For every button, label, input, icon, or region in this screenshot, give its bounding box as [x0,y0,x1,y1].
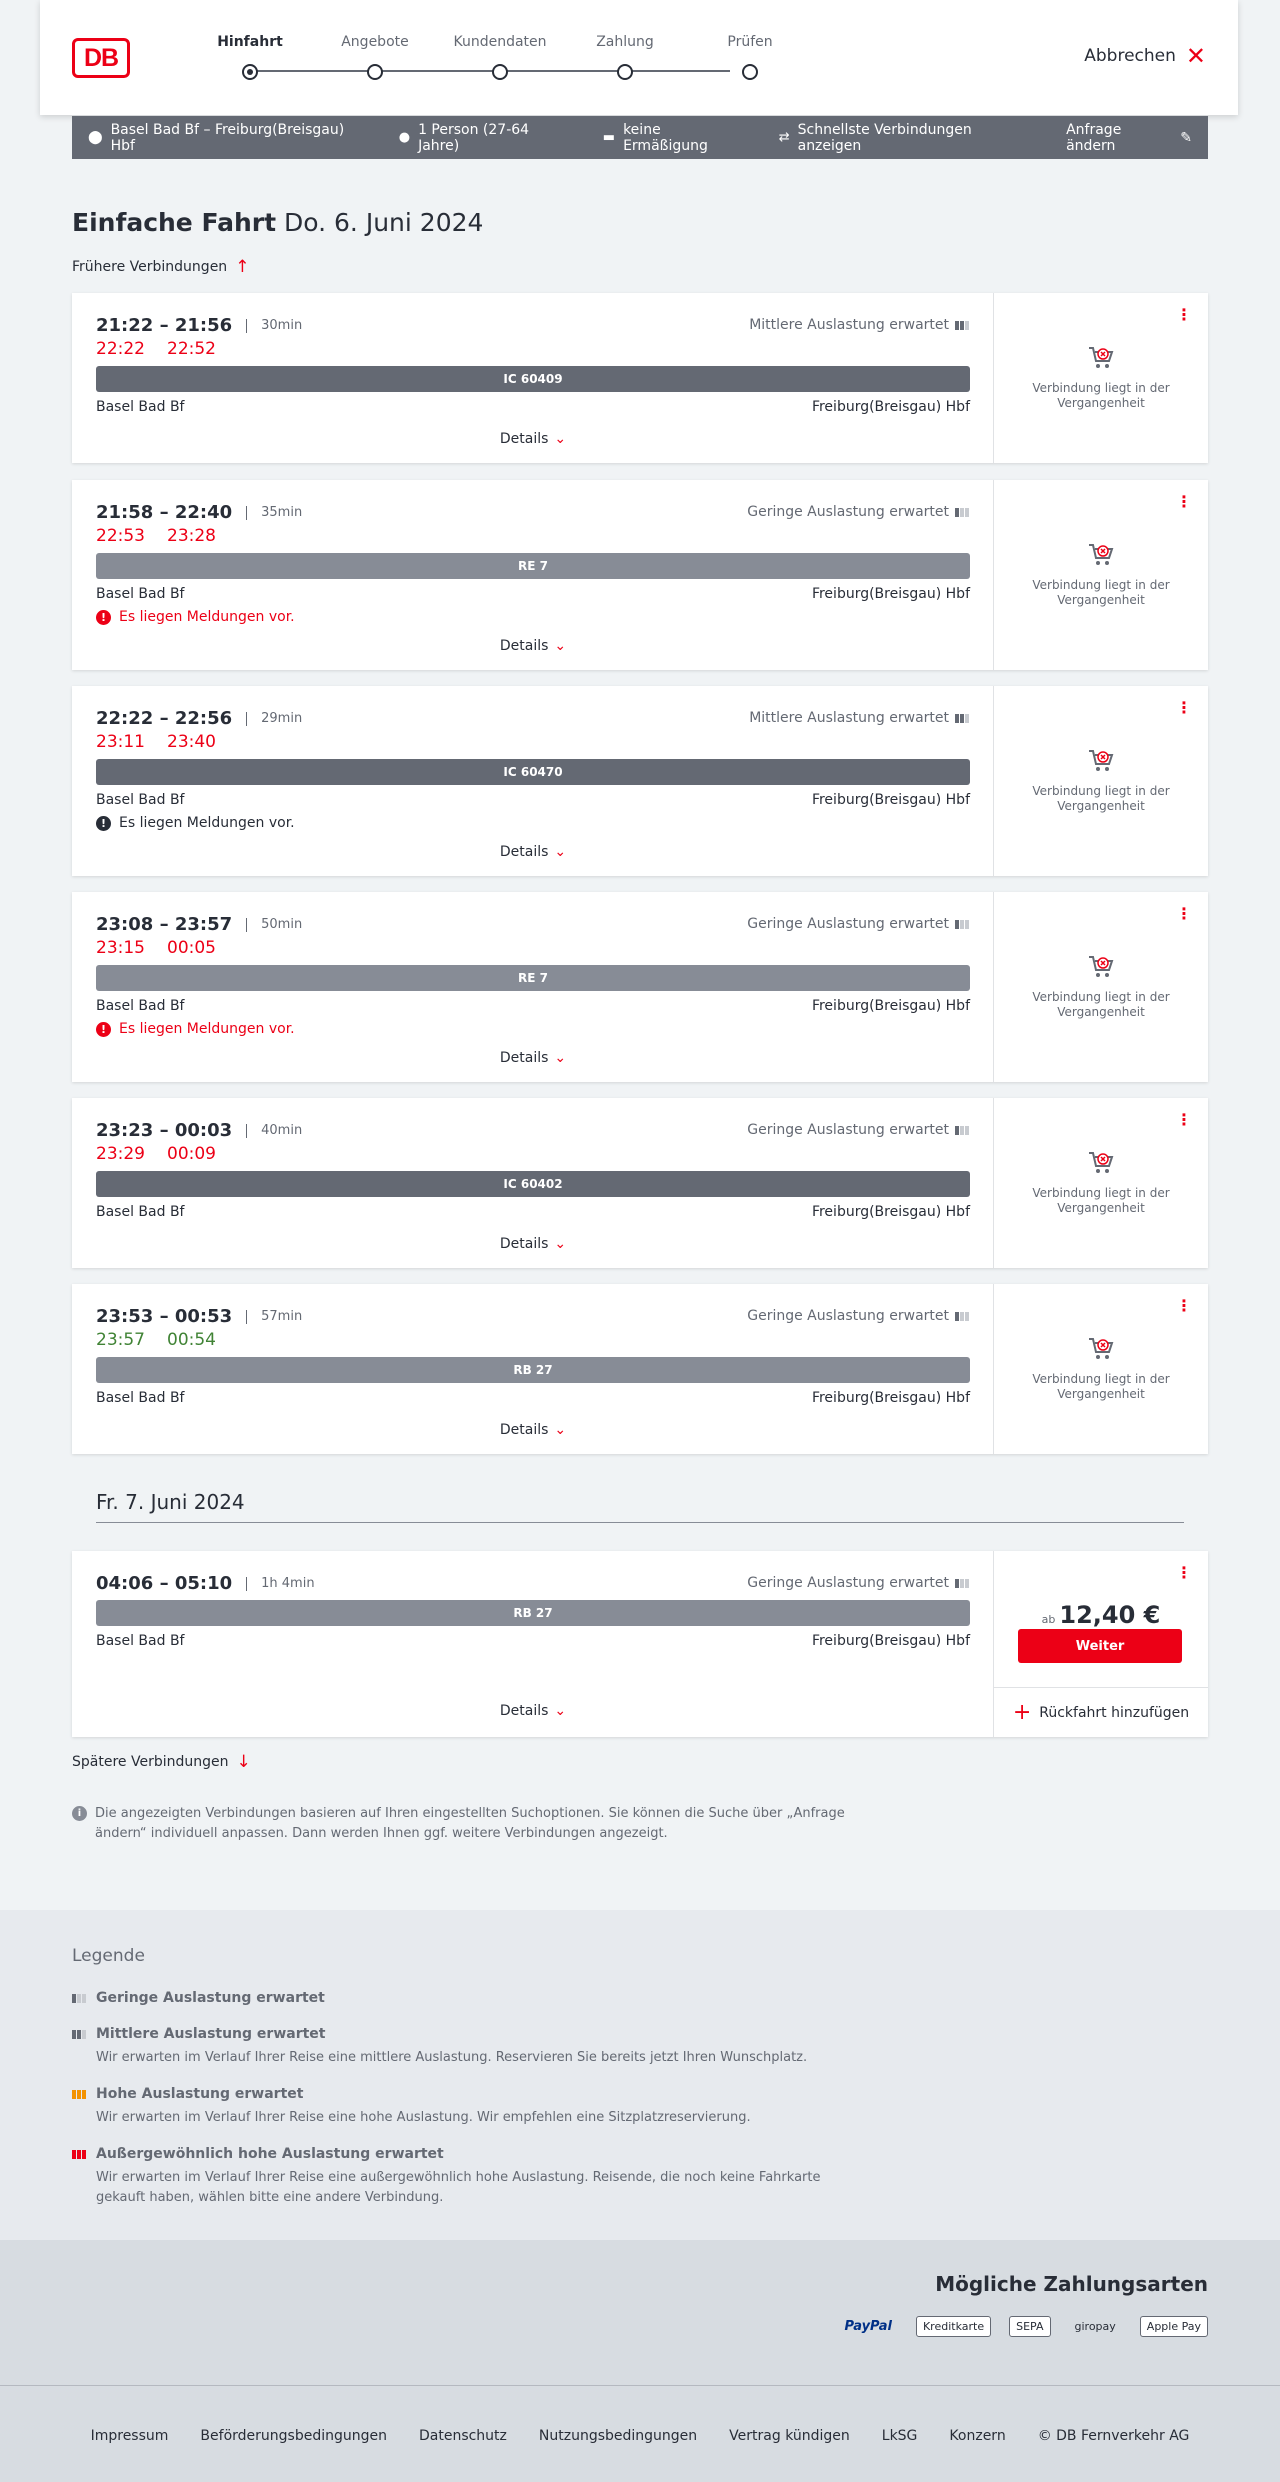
past-text: Verbindung liegt in der Vergangenheit [1032,784,1170,813]
cart-unavailable-icon [1087,542,1115,568]
schedule-times: 23:23 – 00:03 [96,1120,233,1141]
schedule-times: 21:58 – 22:40 [96,502,233,523]
occupancy-info [749,710,969,726]
step-label: Zahlung [596,34,654,50]
applepay-icon: Apple Pay [1140,2316,1208,2337]
occupancy-low-icon [955,1312,969,1321]
person-icon: ● [398,130,411,145]
connection-times [96,1573,315,1594]
details-toggle[interactable] [72,1422,994,1438]
connection-main [72,686,994,876]
connection-main [72,892,994,1082]
step-dot [242,64,258,80]
price-amount: 12,40 € [1059,1601,1161,1629]
step-hinfahrt [195,34,305,80]
message-text: Es liegen Meldungen vor. [119,609,295,625]
continue-button[interactable]: Weiter [1018,1629,1182,1663]
paypal-icon: PayPal [844,2319,892,2334]
details-label: Details [499,844,549,860]
realtime-departure: 22:53 [96,526,145,546]
to-station: Freiburg(Breisgau) Hbf [811,586,970,602]
swap-arrows-icon: ⇄ [778,130,790,145]
add-return-label: Rückfahrt hinzufügen [1039,1704,1190,1721]
from-station: Basel Bad Bf [96,1390,185,1406]
step-dot [617,64,633,80]
search-summary-bar [72,116,1208,159]
footer-link-datenschutz[interactable]: Datenschutz [418,2428,507,2444]
details-label: Details [499,431,549,447]
trip-date: Do. 6. Juni 2024 [284,208,484,237]
details-label: Details [499,1236,549,1252]
connection-times [96,708,302,729]
past-text: Verbindung liegt in der Vergangenheit [1032,578,1170,607]
to-station: Freiburg(Breisgau) Hbf [811,1633,970,1649]
realtime-times [96,339,216,359]
realtime-arrival: 00:54 [167,1330,216,1350]
legend-item [72,1990,852,2006]
legend-title-text: Hohe Auslastung erwartet [96,2086,304,2102]
connection-times [96,1306,302,1327]
sepa-icon: SEPA [1009,2316,1050,2337]
occupancy-text: Geringe Auslastung erwartet [747,1122,949,1138]
cart-unavailable-icon [1087,748,1115,774]
realtime-departure: 22:22 [96,339,145,359]
more-options-icon[interactable]: ⋮ [1176,1110,1192,1129]
occupancy-text: Mittlere Auslastung erwartet [749,710,949,726]
step-dot [367,64,383,80]
legend-item [72,2146,852,2208]
occupancy-low-icon [72,1994,88,2003]
schedule-times: 23:08 – 23:57 [96,914,233,935]
from-station: Basel Bad Bf [96,399,185,415]
connection-main [72,293,994,463]
connection-times [96,914,302,935]
arrow-down-icon: ↓ [236,1752,251,1772]
footer-link-lksg[interactable]: LkSG [881,2428,918,2444]
more-options-icon[interactable]: ⋮ [1176,1563,1192,1582]
train-bar[interactable]: IC 60409 [96,366,970,392]
connection-card[interactable] [72,1284,1208,1454]
plus-icon: + [1012,1699,1032,1725]
to-station: Freiburg(Breisgau) Hbf [811,1204,970,1220]
info-message[interactable] [96,815,295,831]
realtime-times [96,732,216,752]
from-station: Basel Bad Bf [96,1204,185,1220]
past-connection-info [994,1336,1208,1402]
step-pruefen[interactable] [695,34,805,80]
occupancy-info [749,317,969,333]
occupancy-exceptional-icon [72,2150,88,2159]
occupancy-info [747,1308,969,1324]
connection-side [994,293,1208,463]
legend-item-title [72,1990,852,2006]
chevron-down-icon: ⌄ [554,1236,567,1252]
persons-text: 1 Person (27-64 Jahre) [418,121,530,154]
connection-times [96,502,302,523]
occupancy-info [747,1575,969,1591]
past-connection-info [994,1150,1208,1216]
connection-main [72,1551,994,1737]
details-toggle[interactable] [72,1703,994,1719]
payment-icons [839,2316,1209,2337]
connection-card[interactable] [72,1098,1208,1268]
occupancy-text: Geringe Auslastung erwartet [747,1575,949,1591]
cart-unavailable-icon [1087,345,1115,371]
connection-main [72,1098,994,1268]
occupancy-info [747,1122,969,1138]
more-options-icon[interactable]: ⋮ [1176,1296,1192,1315]
fastest-text: Schnellste Verbindungen anzeigen [797,121,972,154]
stations [96,792,970,808]
past-connection-info [994,542,1208,608]
occupancy-high-icon [72,2090,88,2099]
connection-side [994,1098,1208,1268]
duration: 40min [246,1124,302,1138]
progress-stepper [210,34,773,84]
stations [96,1633,970,1649]
stations [96,1390,970,1406]
from-station: Basel Bad Bf [96,998,185,1014]
legend-item-desc: Wir erwarten im Verlauf Ihrer Reise eine hohe Auslastung. Wir empfehlen eine Sitzplatzreservierung. [96,2110,751,2125]
schedule-times: 21:22 – 21:56 [96,315,233,336]
footer-links [0,2428,1280,2444]
step-dot [742,64,758,80]
occupancy-medium-icon [955,714,969,723]
alert-icon: ! [96,1022,111,1037]
realtime-arrival: 23:28 [167,526,216,546]
details-toggle[interactable] [72,638,994,654]
legend-item-title [72,2026,852,2042]
footer-link-befoerderungsbedingungen[interactable]: Beförderungsbedingungen [200,2428,387,2444]
discount-summary [603,122,747,154]
fastest-summary [779,122,1034,154]
more-options-icon[interactable]: ⋮ [1176,492,1192,511]
chevron-down-icon: ⌄ [554,431,567,447]
step-label: Hinfahrt [217,34,283,50]
connection-side [994,686,1208,876]
chevron-down-icon: ⌄ [554,638,567,654]
to-station: Freiburg(Breisgau) Hbf [811,399,970,415]
realtime-arrival: 22:52 [167,339,216,359]
message-text: Es liegen Meldungen vor. [119,1021,295,1037]
connection-side [994,1551,1208,1737]
more-options-icon[interactable]: ⋮ [1176,305,1192,324]
train-bar[interactable]: IC 60470 [96,759,970,785]
realtime-arrival: 00:05 [167,938,216,958]
step-dot [492,64,508,80]
footer-link-impressum[interactable]: Impressum [90,2428,169,2444]
stations [96,586,970,602]
realtime-departure: 23:11 [96,732,145,752]
past-text: Verbindung liegt in der Vergangenheit [1032,1372,1170,1401]
realtime-departure: 23:29 [96,1144,145,1164]
arrow-up-icon: ↑ [235,257,250,277]
message-text: Es liegen Meldungen vor. [119,815,295,831]
occupancy-low-icon [955,920,969,929]
legend-title-text: Mittlere Auslastung erwartet [96,2026,326,2042]
schedule-times: 23:53 – 00:53 [96,1306,233,1327]
schedule-times: 04:06 – 05:10 [96,1573,233,1594]
connection-main [72,1284,994,1454]
step-label: Angebote [341,34,409,50]
past-connection-info [994,345,1208,411]
disruption-message[interactable] [96,609,295,625]
legend-title: Legende [72,1946,145,1966]
duration: 35min [246,506,302,520]
day-separator: Fr. 7. Juni 2024 [96,1490,1184,1523]
duration: 1h 4min [246,1577,314,1591]
connection-times [96,1120,302,1141]
realtime-times [96,1144,216,1164]
to-station: Freiburg(Breisgau) Hbf [811,792,970,808]
details-toggle[interactable] [72,431,994,447]
cart-unavailable-icon [1087,1150,1115,1176]
persons-summary [399,122,571,154]
occupancy-low-icon [955,508,969,517]
realtime-arrival: 23:40 [167,732,216,752]
stations [96,1204,970,1220]
occupancy-low-icon [955,1126,969,1135]
change-query-button[interactable] [1066,122,1192,154]
legend-item-title [72,2146,852,2162]
more-options-icon[interactable]: ⋮ [1176,698,1192,717]
occupancy-info [747,916,969,932]
alert-icon: ! [96,610,111,625]
giropay-icon: giropay [1074,2320,1116,2333]
note-text: Die angezeigten Verbindungen basieren auf Ihren eingestellten Suchoptionen. Sie können die Suche über „Anfrage ändern“ individuell anpassen. Dann werden Ihnen ggf. weitere Verbindungen angezeigt. [95,1806,845,1841]
past-text: Verbindung liegt in der Vergangenheit [1032,1186,1170,1215]
price-info [994,1601,1208,1629]
realtime-departure: 23:57 [96,1330,145,1350]
realtime-times [96,526,216,546]
realtime-departure: 23:15 [96,938,145,958]
legend-section [0,1910,1280,2240]
realtime-arrival: 00:09 [167,1144,216,1164]
duration: 50min [246,918,302,932]
realtime-times [96,1330,216,1350]
location-pin-icon: ⬤ [88,130,103,145]
details-toggle[interactable] [72,1050,994,1066]
alert-icon: ! [96,816,111,831]
occupancy-text: Geringe Auslastung erwartet [747,916,949,932]
legend-item-desc: Wir erwarten im Verlauf Ihrer Reise eine mittlere Auslastung. Reservieren Sie bereits jetzt Ihren Wunschplatz. [96,2050,808,2065]
details-label: Details [499,1050,549,1066]
to-station: Freiburg(Breisgau) Hbf [811,998,970,1014]
connection-side [994,892,1208,1082]
past-connection-info [994,748,1208,814]
payment-title: Mögliche Zahlungsarten [935,2272,1208,2296]
legend-item-desc: Wir erwarten im Verlauf Ihrer Reise eine außergewöhnlich hohe Auslastung. Reisende, die noch keine Fahrkarte gekauft haben, wählen bitte eine andere Verbindung. [96,2170,821,2205]
step-kundendaten[interactable] [445,34,555,80]
earlier-connections-link[interactable] [72,257,249,277]
connection-card[interactable] [72,892,1208,1082]
creditcard-icon: Kreditkarte [916,2316,991,2337]
chevron-down-icon: ⌄ [554,844,567,860]
payment-methods-section [0,2240,1280,2385]
details-toggle[interactable] [72,1236,994,1252]
occupancy-text: Geringe Auslastung erwartet [747,504,949,520]
realtime-times [96,938,216,958]
route-text: Basel Bad Bf – Freiburg(Breisgau) Hbf [110,121,345,154]
route-summary [88,122,367,154]
later-connections-link[interactable] [72,1752,251,1772]
schedule-times: 22:22 – 22:56 [96,708,233,729]
add-return-trip-button[interactable] [994,1687,1208,1737]
duration: 57min [246,1310,302,1324]
db-logo[interactable]: DB [72,38,130,78]
occupancy-text: Mittlere Auslastung erwartet [749,317,949,333]
cancel-label: Abbrechen [1084,46,1176,66]
chevron-down-icon: ⌄ [554,1703,567,1719]
footer-link-konzern[interactable]: Konzern [949,2428,1006,2444]
details-toggle[interactable] [72,844,994,860]
price-prefix: ab [1041,1613,1056,1626]
occupancy-info [747,504,969,520]
step-angebote[interactable] [320,34,430,80]
details-label: Details [499,1703,549,1719]
connection-card[interactable] [72,293,1208,463]
legend-title-text: Außergewöhnlich hohe Auslastung erwartet [96,2146,444,2162]
more-options-icon[interactable]: ⋮ [1176,904,1192,923]
train-bar[interactable]: IC 60402 [96,1171,970,1197]
train-bar[interactable]: RE 7 [96,553,970,579]
occupancy-text: Geringe Auslastung erwartet [747,1308,949,1324]
occupancy-low-icon [955,1579,969,1588]
chevron-down-icon: ⌄ [554,1050,567,1066]
from-station: Basel Bad Bf [96,586,185,602]
chevron-down-icon: ⌄ [554,1422,567,1438]
discount-text: keine Ermäßigung [623,121,708,154]
cancel-button[interactable] [1084,44,1206,68]
bahncard-icon: ▬ [602,130,616,145]
duration: 30min [246,319,302,333]
legend-title-text: Geringe Auslastung erwartet [96,1990,325,2006]
step-label: Prüfen [727,34,773,50]
stations [96,399,970,415]
booking-header [40,0,1238,115]
step-zahlung[interactable] [570,34,680,80]
footer-link-nutzungsbedingungen[interactable]: Nutzungsbedingungen [538,2428,698,2444]
later-connections-label: Spätere Verbindungen [72,1754,229,1770]
details-label: Details [499,638,549,654]
occupancy-medium-icon [955,321,969,330]
past-connection-info [994,954,1208,1020]
search-info-note [72,1804,852,1844]
connection-card[interactable] [72,1551,1208,1737]
train-bar[interactable]: RE 7 [96,965,970,991]
info-icon: i [72,1806,87,1821]
footer-copyright: © DB Fernverkehr AG [1037,2428,1190,2444]
connection-card[interactable] [72,480,1208,670]
past-text: Verbindung liegt in der Vergangenheit [1032,381,1170,410]
footer [0,2385,1280,2482]
disruption-message[interactable] [96,1021,295,1037]
legend-item-title [72,2086,852,2102]
duration: 29min [246,712,302,726]
from-station: Basel Bad Bf [96,1633,185,1649]
legend-item [72,2026,852,2068]
cart-unavailable-icon [1087,954,1115,980]
connection-main [72,480,994,670]
occupancy-medium-icon [72,2030,88,2039]
connection-times [96,315,302,336]
train-bar[interactable]: RB 27 [96,1357,970,1383]
earlier-connections-label: Frühere Verbindungen [72,259,228,275]
connection-side [994,1284,1208,1454]
page-title [72,208,483,237]
step-label: Kundendaten [453,34,547,50]
details-label: Details [499,1422,549,1438]
change-query-label: Anfrage ändern [1066,121,1122,154]
trip-type: Einfache Fahrt [72,208,277,237]
pencil-icon: ✎ [1180,129,1192,146]
connection-side [994,480,1208,670]
connection-card[interactable] [72,686,1208,876]
to-station: Freiburg(Breisgau) Hbf [811,1390,970,1406]
close-icon: ✕ [1185,42,1206,70]
cart-unavailable-icon [1087,1336,1115,1362]
past-text: Verbindung liegt in der Vergangenheit [1032,990,1170,1019]
stations [96,998,970,1014]
train-bar[interactable]: RB 27 [96,1600,970,1626]
footer-link-vertrag-kuendigen[interactable]: Vertrag kündigen [729,2428,850,2444]
legend-item [72,2086,852,2128]
from-station: Basel Bad Bf [96,792,185,808]
